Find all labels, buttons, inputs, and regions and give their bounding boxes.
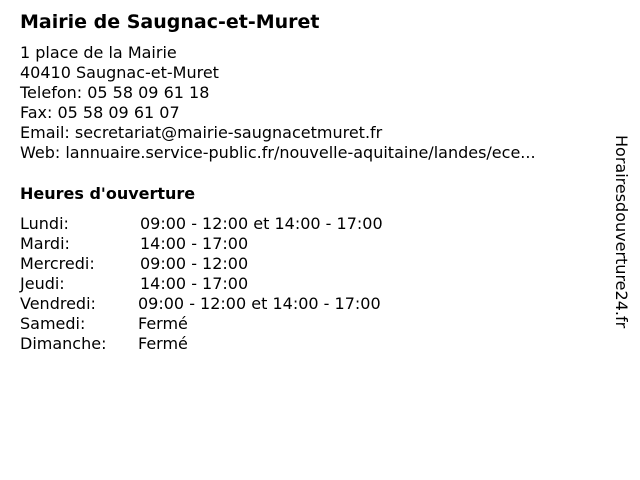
time-value: 14:00 - 17:00: [140, 274, 249, 293]
day-label: Mercredi:: [20, 254, 95, 273]
address-line-2: 40410 Saugnac-et-Muret: [20, 63, 219, 82]
day-label: Mardi:: [20, 234, 70, 253]
time-value: 09:00 - 12:00 et 14:00 - 17:00: [138, 294, 381, 313]
address-line-1: 1 place de la Mairie: [20, 43, 177, 62]
phone-number: Telefon: 05 58 09 61 18: [20, 83, 210, 102]
day-label: Vendredi:: [20, 294, 96, 313]
time-value: 14:00 - 17:00: [140, 234, 249, 253]
time-value: 09:00 - 12:00 et 14:00 - 17:00: [140, 214, 383, 233]
email-address: Email: secretariat@mairie-saugnacetmuret.fr: [20, 123, 383, 142]
day-label: Lundi:: [20, 214, 69, 233]
day-label: Dimanche:: [20, 334, 107, 353]
fax-number: Fax: 05 58 09 61 07: [20, 103, 180, 122]
day-label: Jeudi:: [20, 274, 65, 293]
opening-hours-heading: Heures d'ouverture: [20, 184, 196, 203]
site-watermark: Horairesdouverture24.fr: [612, 135, 631, 329]
time-value: 09:00 - 12:00: [140, 254, 249, 273]
day-label: Samedi:: [20, 314, 86, 333]
time-value: Fermé: [138, 334, 188, 353]
contact-info: [20, 43, 536, 163]
website-url: Web: lannuaire.service-public.fr/nouvelle-aquitaine/landes/ece...: [20, 143, 536, 162]
time-value: Fermé: [138, 314, 188, 333]
page-title: Mairie de Saugnac-et-Muret: [20, 11, 320, 33]
